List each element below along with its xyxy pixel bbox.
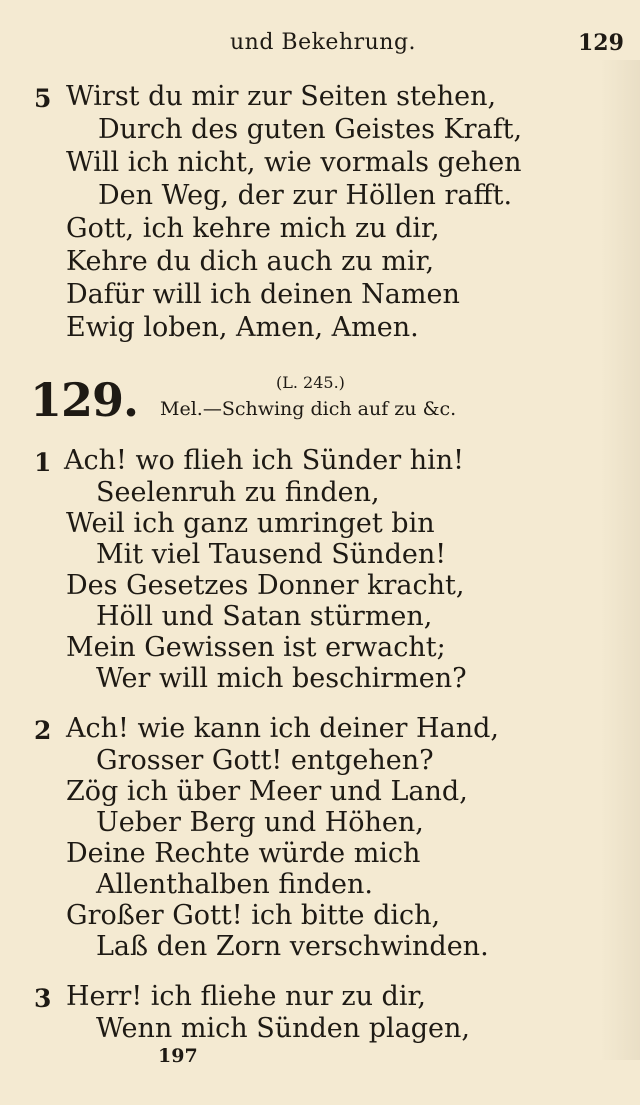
verse-line: Wer will mich beschirmen? (96, 663, 467, 694)
show-through-shadow (600, 60, 640, 1060)
melody-line: Mel.—Schwing dich auf zu &c. (160, 398, 457, 420)
verse-line: Des Gesetzes Donner kracht, (66, 570, 465, 601)
folio-number: 197 (158, 1045, 198, 1067)
verse-line: Durch des guten Geistes Kraft, (98, 114, 523, 145)
stanza-number: 5 (34, 84, 52, 113)
verse-line: Kehre du dich auch zu mir, (66, 246, 435, 277)
verse-line: Zög ich über Meer und Land, (66, 776, 468, 807)
verse-line: Grosser Gott! entgehen? (96, 745, 434, 776)
verse-line: Gott, ich kehre mich zu dir, (66, 213, 440, 244)
verse-line: Den Weg, der zur Höllen rafft. (98, 180, 513, 211)
verse-line: Ach! wie kann ich deiner Hand, (66, 713, 499, 744)
verse-line: Ueber Berg und Höhen, (96, 807, 424, 838)
verse-line: Wenn mich Sünden plagen, (96, 1013, 470, 1044)
verse-line: Herr! ich fliehe nur zu dir, (66, 981, 426, 1012)
tune-reference: (L. 245.) (276, 373, 345, 392)
page-number: 129 (578, 30, 624, 56)
verse-line: Dafür will ich deinen Namen (66, 279, 460, 310)
stanza-number: 1 (34, 448, 52, 477)
hymn-number: 129. (30, 373, 139, 427)
verse-line: Laß den Zorn verschwinden. (96, 931, 489, 962)
verse-line: Allenthalben finden. (96, 869, 373, 900)
verse-line: Seelenruh zu finden, (96, 477, 380, 508)
verse-line: Mein Gewissen ist erwacht; (66, 632, 446, 663)
verse-line: Will ich nicht, wie vormals gehen (66, 147, 522, 178)
verse-line: Ach! wo flieh ich Sünder hin! (64, 445, 465, 476)
verse-line: Höll und Satan stürmen, (96, 601, 433, 632)
verse-line: Mit viel Tausend Sünden! (96, 539, 447, 570)
verse-line: Ewig loben, Amen, Amen. (66, 312, 419, 343)
verse-line: Deine Rechte würde mich (66, 838, 421, 869)
verse-line: Wirst du mir zur Seiten stehen, (66, 81, 497, 112)
verse-line: Großer Gott! ich bitte dich, (66, 900, 441, 931)
verse-line: Weil ich ganz umringet bin (66, 508, 435, 539)
stanza-number: 2 (34, 716, 52, 745)
stanza-number: 3 (34, 984, 52, 1013)
running-head: und Bekehrung. (230, 30, 417, 55)
